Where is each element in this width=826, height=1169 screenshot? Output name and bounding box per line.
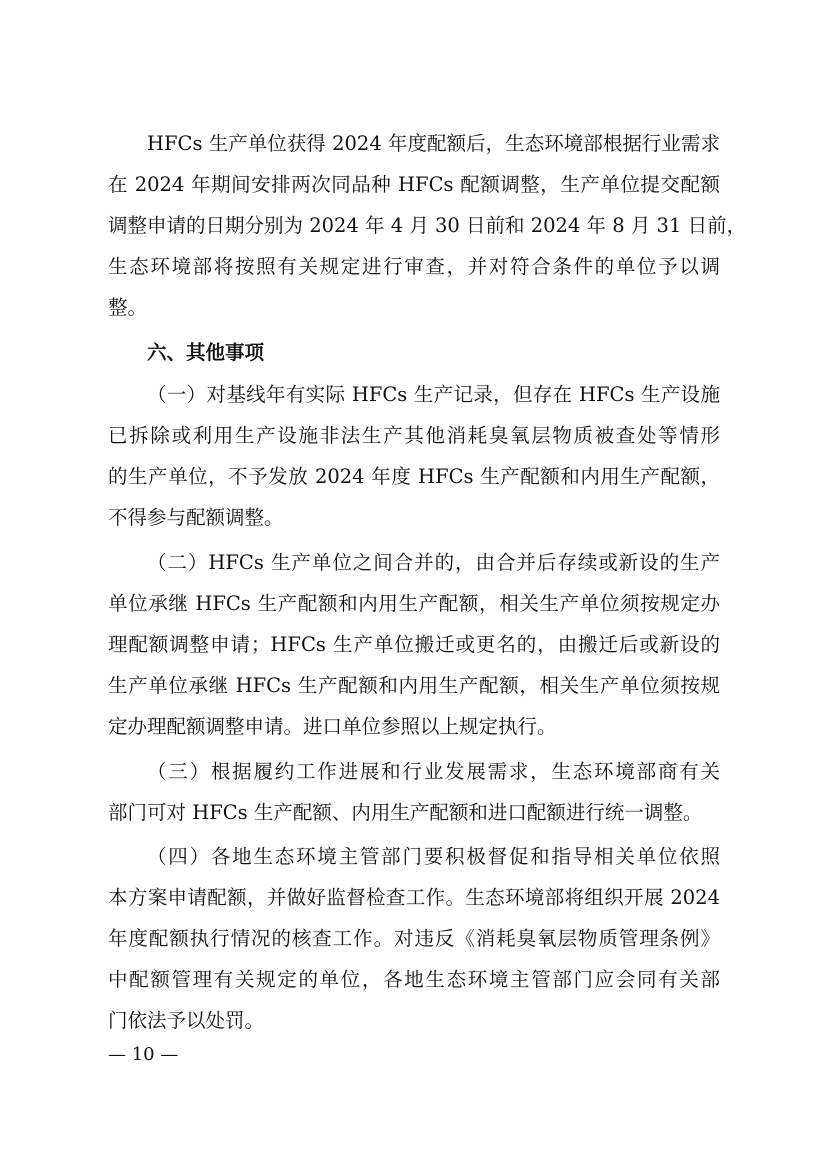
paragraph-line: 已拆除或利用生产设施非法生产其他消耗臭氧层物质被查处等情形 [108, 424, 720, 447]
paragraph-line: 在 2024 年期间安排两次同品种 HFCs 配额调整，生产单位提交配额 [108, 173, 720, 196]
paragraph-line: （二）HFCs 生产单位之间合并的，由合并后存续或新设的生产 [147, 551, 720, 574]
paragraph-line: 本方案申请配额，并做好监督检查工作。生态环境部将组织开展 2024 [108, 886, 720, 909]
paragraph-line: 部门可对 HFCs 生产配额、内用生产配额和进口配额进行统一调整。 [108, 801, 703, 824]
paragraph-line: 门依法予以处罚。 [108, 1009, 265, 1032]
paragraph-line: 生产单位承继 HFCs 生产配额和内用生产配额，相关生产单位须按规 [108, 674, 720, 697]
paragraph-line: 定办理配额调整申请。进口单位参照以上规定执行。 [108, 715, 557, 738]
paragraph-line: 年度配额执行情况的核查工作。对违反《消耗臭氧层物质管理条例》 [108, 927, 720, 950]
paragraph-line: 不得参与配额调整。 [108, 506, 284, 529]
paragraph-line: 单位承继 HFCs 生产配额和内用生产配额，相关生产单位须按规定办 [108, 592, 720, 615]
paragraph-line: HFCs 生产单位获得 2024 年度配额后，生态环境部根据行业需求 [147, 132, 720, 155]
page-number: — 10 — [108, 1044, 179, 1065]
paragraph-line: （四）各地生态环境主管部门要积极督促和指导相关单位依照 [147, 845, 720, 868]
paragraph-line: 调整申请的日期分别为 2024 年 4 月 30 日前和 2024 年 8 月 31 日前， [108, 214, 747, 237]
paragraph-line: 理配额调整申请；HFCs 生产单位搬迁或更名的，由搬迁后或新设的 [108, 633, 720, 656]
paragraph-line: 的生产单位，不予发放 2024 年度 HFCs 生产配额和内用生产配额， [108, 465, 720, 488]
paragraph-line: （一）对基线年有实际 HFCs 生产记录，但存在 HFCs 生产设施 [147, 383, 720, 406]
paragraph-line: 生态环境部将按照有关规定进行审查，并对符合条件的单位予以调 [108, 255, 720, 278]
paragraph-line: （三）根据履约工作进展和行业发展需求，生态环境部商有关 [147, 760, 720, 783]
paragraph-line: 整。 [108, 296, 148, 319]
section-heading: 六、其他事项 [147, 341, 265, 364]
paragraph-line: 中配额管理有关规定的单位，各地生态环境主管部门应会同有关部 [108, 968, 720, 991]
